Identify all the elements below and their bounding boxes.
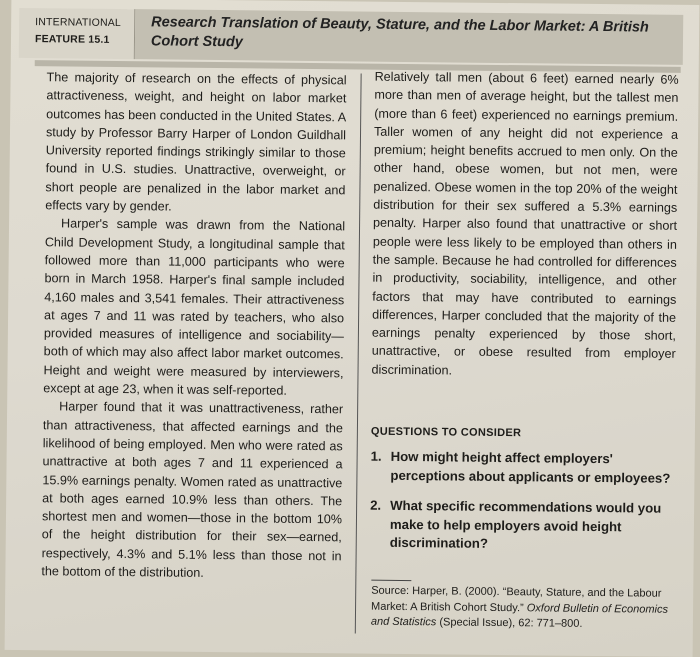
left-column [41, 68, 346, 583]
column-divider [355, 74, 362, 634]
source-citation [371, 584, 671, 634]
feature-label-box [19, 8, 136, 59]
source-suffix: (Special Issue), 62: 771–800. [439, 616, 583, 630]
question-text: How might height affect employers' perceptions about applicants or employees? [390, 448, 671, 486]
feature-label-line2: FEATURE 15.1 [34, 33, 110, 46]
source-prefix: Source: Harper, B. (2000). “Beauty, Stature, and the Labour Market: A British Cohort Study.” [371, 584, 662, 614]
question-number: 2. [370, 497, 382, 513]
paragraph-sample: Harper's sample was drawn from the National Child Development Study, a longitudinal sample that followed more than 11,000 participants who were born in March 1958. Harper's final sample included 4,160 males and 3,541 females. Their attractiveness at ages 7 and 11 was rated by teachers, who also provided measures of intelligence and sociability—both of which may also affect labor market outcomes. Height and weight were measured by interviewers, except at age 23, when it was self-reported. [43, 216, 346, 398]
feature-header [19, 8, 683, 65]
paragraph-intro: The majority of research on the effects of physical attractiveness, weight, and height on labor market outcomes has been conducted in the United States. A study by Professor Barry Harper of London Guildhall University reported findings strikingly similar to those found in U.S. studies. Unattractive, overweight, or short people are penalized in the labor market and effects vary by gender. [45, 70, 347, 214]
source-rule [371, 580, 411, 581]
question-item [370, 497, 671, 556]
textbook-page [5, 0, 700, 657]
question-item [370, 448, 670, 488]
feature-title: Research Translation of Beauty, Stature, and the Labor Market: A British Cohort Study [135, 9, 683, 65]
question-text: What specific recommendations would you make to help employers avoid height discrimination? [389, 497, 662, 551]
questions-list [370, 448, 671, 568]
source-journal: Oxford Bulletin of Economics and Statistics [370, 601, 669, 629]
question-number: 1. [370, 448, 382, 464]
paragraph-findings: Harper found that it was unattractiveness, rather than attractiveness, that affected earnings and the likelihood of being employed. Men who were rated as unattractive at both ages 7 and 11 experienced a 15.9% earnings penalty. Women rated as unattractive at both ages earned 10.9% less than others. The shortest men and women—those in the bottom 10% of the height distribution for their sex—earned, respectively, 4.3% and 5.1% less than those not in the bottom of the distribution. [41, 399, 344, 580]
right-column [371, 68, 678, 382]
feature-label-line1: INTERNATIONAL [35, 16, 122, 30]
questions-heading: QUESTIONS TO CONSIDER [370, 425, 522, 440]
paragraph-height-results: Relatively tall men (about 6 feet) earned nearly 6% more than men of average height, but the tallest men (more than 6 feet) experienced no earnings premium. Taller women of any height did not experience a premium; height benefits accrued to men only. On the other hand, obese women, but not men, were penalized. Obese women in the top 20% of the weight distribution for their sex suffered a 5.3% earnings penalty. Harper also found that unattractive or short people were less likely to be employed than others in the sample. Because he had controlled for differences in productivity, sociability, intelligence, and other factors that may have contributed to earnings differences, Harper concluded that the majority of the earnings penalty experienced by those short, unattractive, or obese resulted from employer discrimination. [371, 69, 679, 378]
